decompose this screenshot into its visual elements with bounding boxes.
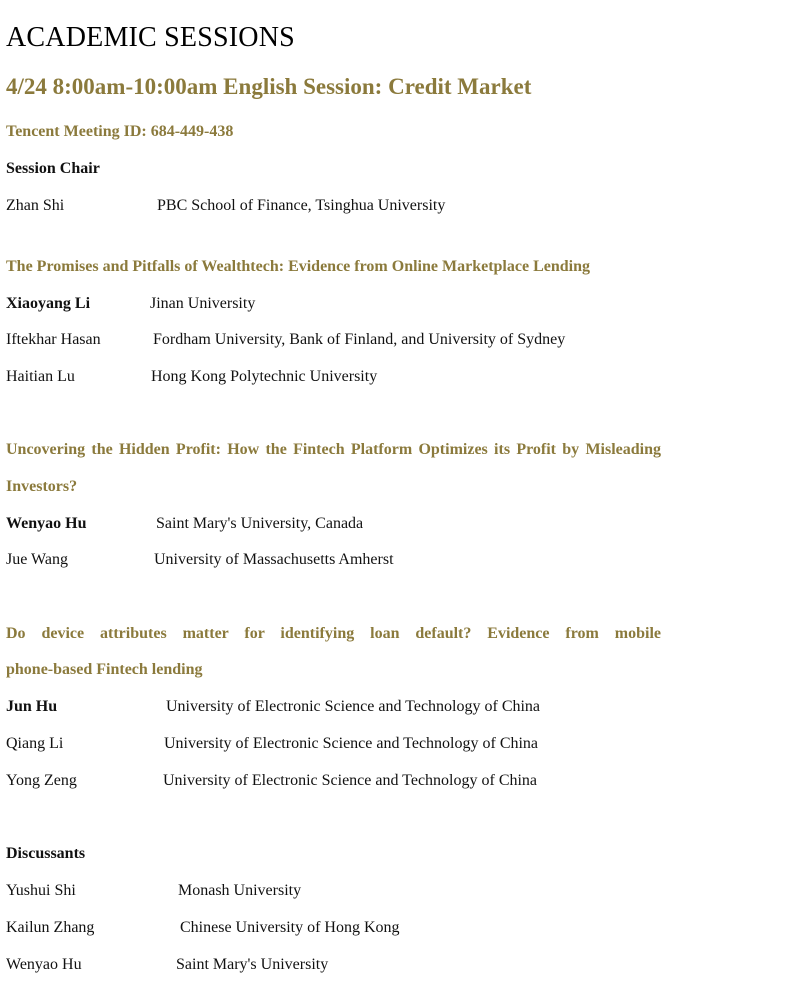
paper-2-presenter-name: Wenyao Hu [6,515,87,532]
paper-1-presenter-name: Xiaoyang Li [6,295,91,312]
paper-3-title-line-2: phone-based Fintech lending [6,661,203,678]
paper-1-author-2-name: Iftekhar Hasan [6,331,101,348]
discussant-1-name: Yushui Shi [6,882,76,899]
paper-3-author-3-name: Yong Zeng [6,772,77,789]
discussant-2-affiliation: Chinese University of Hong Kong [180,919,400,936]
page-heading: ACADEMIC SESSIONS [6,22,295,53]
paper-3-title-line-1: Do device attributes matter for identifying loan default? Evidence from mobile [6,625,661,642]
chair-name: Zhan Shi [6,197,65,214]
paper-2-author-2-name: Jue Wang [6,551,68,568]
paper-1-title: The Promises and Pitfalls of Wealthtech: Evidence from Online Marketplace Lending [6,258,590,275]
paper-2-author-2-affiliation: University of Massachusetts Amherst [154,551,394,568]
paper-3-presenter-affiliation: University of Electronic Science and Technology of China [166,698,541,715]
paper-2-title-line-2: Investors? [6,478,78,495]
paper-1-author-3-affiliation: Hong Kong Polytechnic University [151,368,378,385]
session-title: 4/24 8:00am-10:00am English Session: Credit Market [6,74,532,99]
paper-3-author-3-affiliation: University of Electronic Science and Technology of China [163,772,538,789]
meeting-id: Tencent Meeting ID: 684-449-438 [6,123,234,140]
discussant-2-name: Kailun Zhang [6,919,95,936]
paper-3-author-2-name: Qiang Li [6,735,64,752]
session-chair-label: Session Chair [6,160,100,177]
paper-2-title-line-1: Uncovering the Hidden Profit: How the Fintech Platform Optimizes its Profit by Misleading [6,441,661,458]
paper-2-presenter-affiliation: Saint Mary's University, Canada [156,515,364,532]
paper-1-presenter-affiliation: Jinan University [150,295,256,312]
discussant-3-name: Wenyao Hu [6,956,82,973]
paper-1-author-3-name: Haitian Lu [6,368,75,385]
paper-3-author-2-affiliation: University of Electronic Science and Technology of China [164,735,539,752]
paper-3-presenter-name: Jun Hu [6,698,58,715]
chair-affiliation: PBC School of Finance, Tsinghua University [157,197,446,214]
paper-1-author-2-affiliation: Fordham University, Bank of Finland, and University of Sydney [153,331,566,348]
discussants-label: Discussants [6,845,86,862]
discussant-1-affiliation: Monash University [178,882,302,899]
discussant-3-affiliation: Saint Mary's University [176,956,329,973]
